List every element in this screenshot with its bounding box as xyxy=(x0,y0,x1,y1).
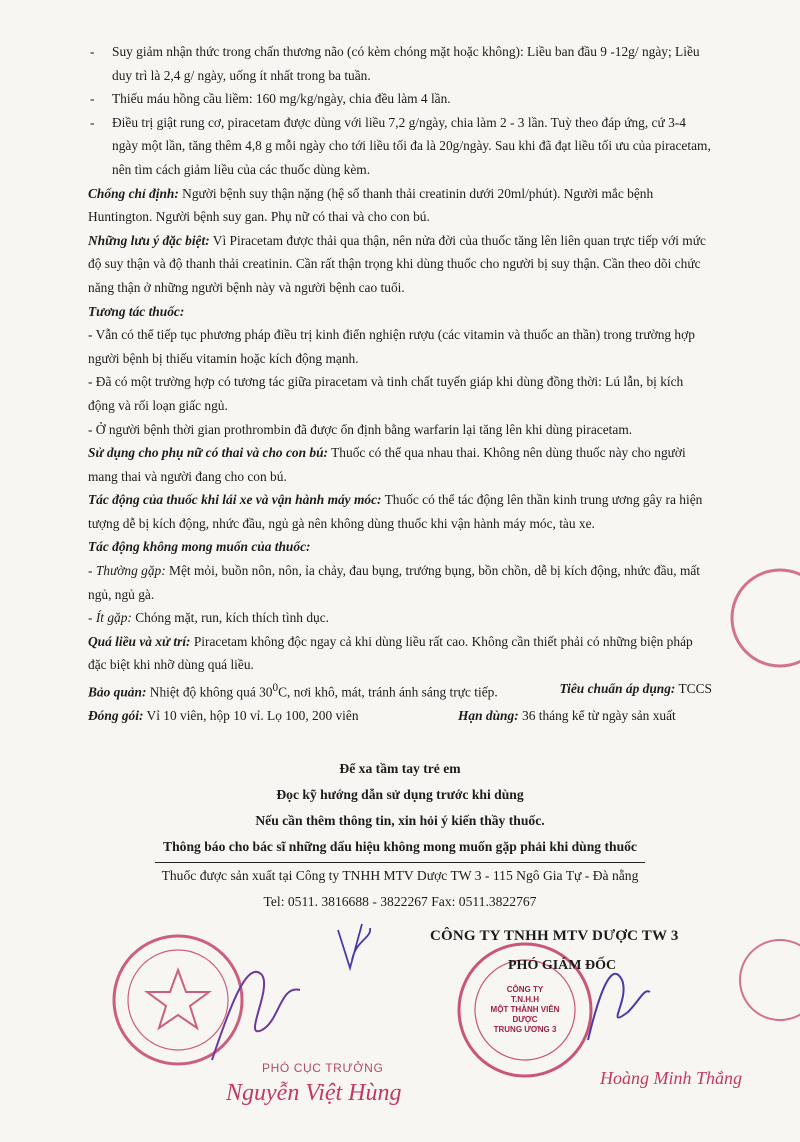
contraindications-section: Chống chỉ định: Người bệnh suy thận nặng (hệ số thanh thải creatinin dưới 20ml/phút). Người mắc bệnh Huntington. Người bệnh suy gan. Phụ nữ có thai và cho con bú. xyxy=(88,185,654,225)
manufacturer-line: Thuốc được sản xuất tại Công ty TNHH MTV Dược TW 3 - 115 Ngô Gia Tự - Đà nẵng xyxy=(161,868,639,883)
contact-line: Tel: 0511. 3816688 - 3822267 Fax: 0511.3822767 xyxy=(263,894,537,909)
dosage-bullet: - Thiếu máu hồng cầu liềm: 160 mg/kg/ngày, chia đều làm 4 lần. xyxy=(90,91,451,107)
deputy-name: Nguyễn Việt Hùng xyxy=(226,1080,402,1106)
company-stamp-text: CÔNG TY T.N.H.H MỘT THÀNH VIÊN DƯỢC TRUNG ƯƠNG 3 xyxy=(490,985,560,1034)
warning-line: Đọc kỹ hướng dẫn sử dụng trước khi dùng xyxy=(276,787,524,802)
director-signature-icon xyxy=(588,974,650,1040)
side-effects-heading: Tác động không mong muốn của thuốc: xyxy=(88,539,311,555)
edge-stamp-icon xyxy=(732,570,800,1020)
ministry-seal-icon xyxy=(114,936,242,1064)
storage-conditions: Bảo quản: Nhiệt độ không quá $30^0C$, nơi khô, mát, tránh ánh sáng trực tiếp. xyxy=(88,682,498,700)
interaction-item: - Vẫn có thể tiếp tục phương pháp điều trị kinh điển nghiện rượu (các vitamin và thuốc an thần) trong trường hợp người bệnh bị thiếu vitamin hoặc kích động mạnh. xyxy=(88,327,695,366)
interaction-item: - Ở người bệnh thời gian prothrombin đã được ổn định bằng warfarin lại tăng lên khi dùng piracetam. xyxy=(88,421,633,437)
side-effects-rare: - Ít gặp: Chóng mặt, run, kích thích tình dục. xyxy=(88,610,330,626)
storage-standard: Tiêu chuẩn áp dụng: TCCS xyxy=(559,681,712,697)
dosage-bullet: - Điều trị giật rung cơ, piracetam được dùng với liều 7,2 g/ngày, chia làm 2 - 3 lần. Tuỳ theo đáp ứng, cứ 3-4 ngày một lần, tăng thêm 4,8 g mỗi ngày cho tới liều tối đa là 20g/ngày. Sau khi đã đạt liều tối ưu của piracetam, nên tìm cách giảm liều của các thuốc dùng kèm. xyxy=(90,114,711,177)
precautions-section: Những lưu ý đặc biệt: Vì Piracetam được thải qua thận, nên nửa đời của thuốc tăng lên liên quan trực tiếp với mức độ suy thận và độ thanh thải creatinin. Cần rất thận trọng khi dùng thuốc cho người bị suy thận. Cần theo dõi chức năng thận ở những người bệnh này và người bệnh cao tuổi. xyxy=(88,232,706,295)
warning-line: Để xa tầm tay trẻ em xyxy=(339,761,461,776)
director-title: PHÓ GIÁM ĐỐC xyxy=(508,958,617,973)
driving-section: Tác động của thuốc khi lái xe và vận hành máy móc: Thuốc có thể tác động lên thần kinh trung ương gây ra hiện tượng dễ bị kích động, nhức đầu, ngủ gà nên không dùng thuốc khi vận hành máy móc, tàu xe. xyxy=(88,492,703,531)
pregnancy-section: Sử dụng cho phụ nữ có thai và cho con bú: Thuốc có thể qua nhau thai. Không nên dùng thuốc này cho người mang thai và người đang cho con bú. xyxy=(88,445,686,484)
initial-mark-icon xyxy=(338,924,370,968)
warning-line: Nếu cần thêm thông tin, xin hỏi ý kiến thầy thuốc. xyxy=(255,813,545,828)
interaction-item: - Đã có một trường hợp có tương tác giữa piracetam và tinh chất tuyến giáp khi dùng đồng thời: Lú lẫn, bị kích động và rối loạn giấc ngủ. xyxy=(88,374,684,413)
deputy-title: PHÓ CỤC TRƯỞNG xyxy=(262,1061,384,1075)
company-name: CÔNG TY TNHH MTV DƯỢC TW 3 xyxy=(430,928,679,944)
packaging-info: Đóng gói: Vỉ 10 viên, hộp 10 vỉ. Lọ 100, 200 viên xyxy=(88,708,359,724)
expiry-info: Hạn dùng: 36 tháng kể từ ngày sản xuất xyxy=(458,708,676,724)
interactions-heading: Tương tác thuốc: xyxy=(88,303,185,319)
warning-line: Thông báo cho bác sĩ những dấu hiệu không mong muốn gặp phải khi dùng thuốc xyxy=(88,834,712,863)
side-effects-common: - Thường gặp: Mệt mỏi, buồn nôn, nôn, ỉa chảy, đau bụng, trướng bụng, bồn chồn, dễ bị kích động, nhức đầu, mất ngủ, ngủ gà. xyxy=(88,563,701,602)
overdose-section: Quá liều và xử trí: Piracetam không độc ngay cả khi dùng liều rất cao. Không cần thiết phải có những biện pháp đặc biệt khi nhỡ dùng quá liều. xyxy=(88,633,693,673)
dosage-bullet: - Suy giảm nhận thức trong chấn thương não (có kèm chóng mặt hoặc không): Liều ban đầu 9 -12g/ ngày; Liều duy trì là 2,4 g/ ngày, uống ít nhất trong ba tuần. xyxy=(90,44,700,83)
director-name: Hoàng Minh Thắng xyxy=(600,1068,743,1088)
